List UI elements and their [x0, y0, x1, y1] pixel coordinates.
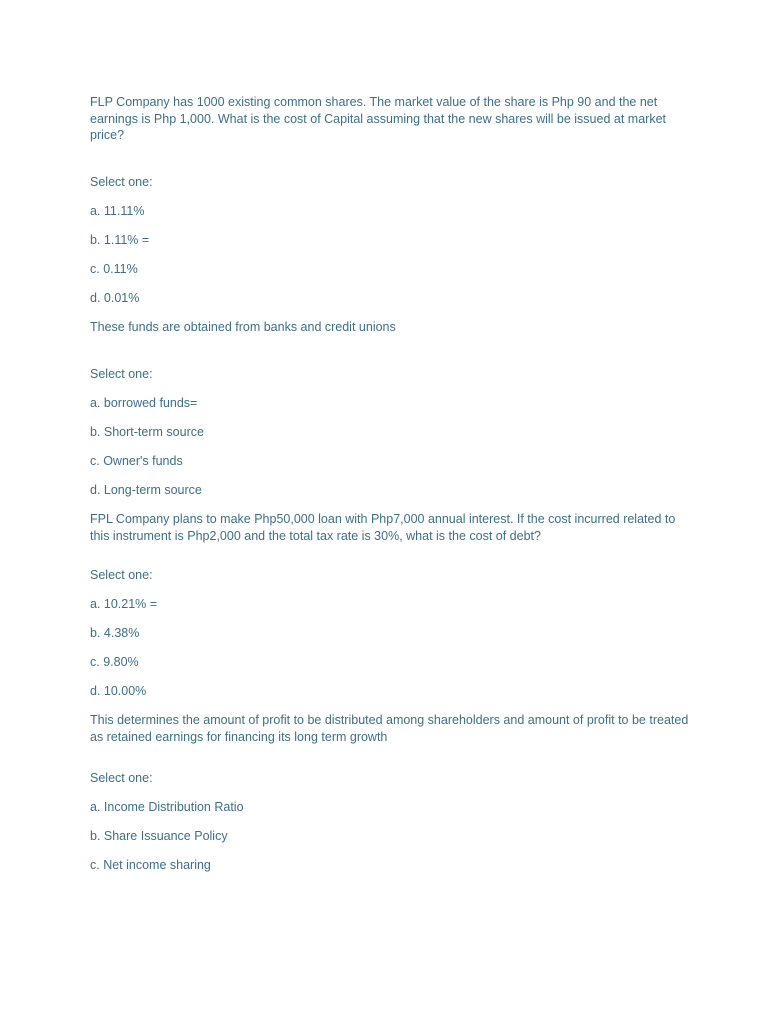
options-list [90, 395, 690, 498]
option-a[interactable]: a. borrowed funds= [90, 396, 198, 410]
option-a[interactable]: a. 10.21% = [90, 597, 158, 611]
option-a[interactable]: a. 11.11% [90, 203, 145, 218]
option-b[interactable]: b. Share Issuance Policy [90, 829, 228, 843]
option-c[interactable]: c. Net income sharing [90, 858, 211, 872]
question-text: These funds are obtained from banks and credit unions [90, 319, 396, 334]
question-4 [90, 712, 690, 873]
option-d[interactable]: d. 10.00% [90, 684, 147, 698]
select-one-label: Select one: [90, 771, 153, 785]
options-list [90, 203, 690, 306]
document-page [90, 94, 690, 886]
options-list [90, 596, 690, 699]
question-1 [90, 94, 690, 306]
question-text: This determines the amount of profit to be distributed among shareholders and amount of profit to be treated as retained earnings for financing its long term growth [90, 713, 689, 744]
options-list [90, 799, 690, 873]
option-c[interactable]: c. Owner's funds [90, 454, 183, 468]
question-3 [90, 511, 690, 699]
question-2 [90, 319, 690, 499]
option-d[interactable]: d. Long-term source [90, 483, 202, 497]
option-b[interactable]: b. 4.38% [90, 626, 140, 640]
select-one-label: Select one: [90, 568, 153, 582]
option-b[interactable]: b. 1.11% = [90, 232, 150, 247]
option-d[interactable]: d. 0.01% [90, 290, 140, 305]
option-c[interactable]: c. 9.80% [90, 655, 139, 669]
option-b[interactable]: b. Short-term source [90, 425, 204, 439]
question-text: FPL Company plans to make Php50,000 loan with Php7,000 annual interest. If the cost incurred related to this instrument is Php2,000 and the total tax rate is 30%, what is the cost of debt? [90, 512, 676, 543]
select-one-label: Select one: [90, 174, 153, 189]
option-c[interactable]: c. 0.11% [90, 261, 138, 276]
question-text: FLP Company has 1000 existing common shares. The market value of the share is Php 90 and the net earnings is Php 1,000. What is the cost of Capital assuming that the new shares will be issued at market price? [90, 95, 666, 142]
option-a[interactable]: a. Income Distribution Ratio [90, 800, 244, 814]
select-one-label: Select one: [90, 367, 153, 381]
